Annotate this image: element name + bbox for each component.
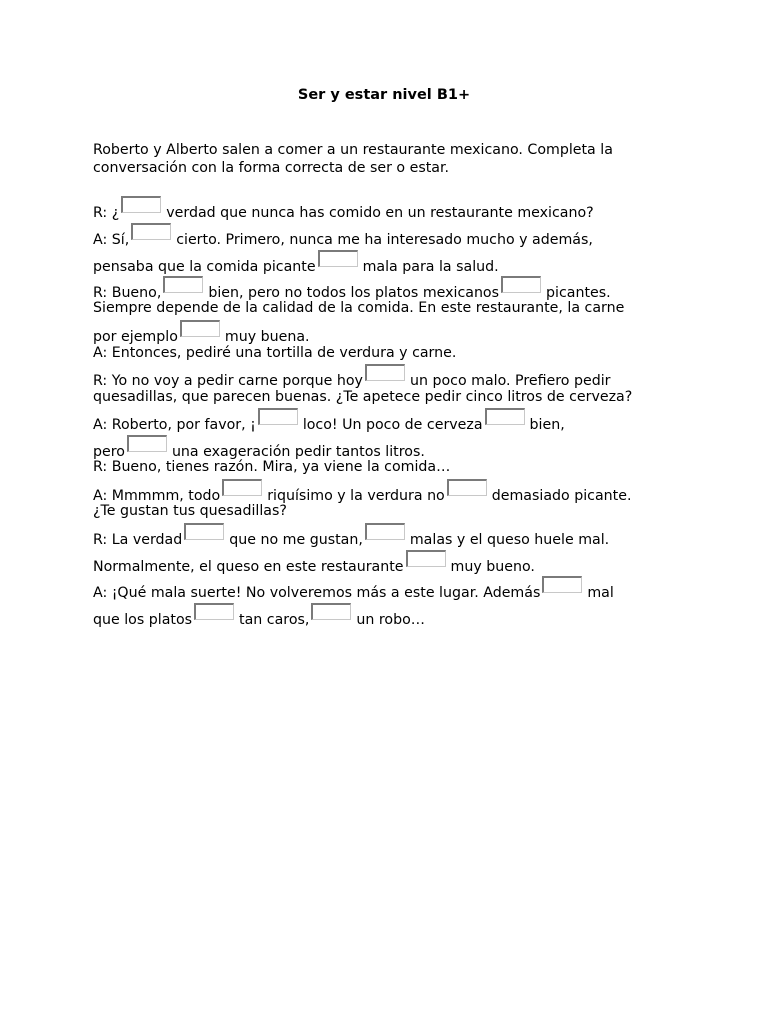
- dialogue-text: un robo…: [356, 612, 425, 628]
- dialogue-text: demasiado picante.: [491, 488, 632, 504]
- dialogue-text: bien, pero no todos los platos mexicanos: [208, 285, 500, 301]
- dialogue-text: pensaba que la comida picante: [93, 259, 316, 275]
- dialogue-text: picantes.: [546, 285, 611, 301]
- dialogue-text: una exageración pedir tantos litros.: [171, 444, 425, 460]
- dialogue-line: [93, 326, 310, 344]
- dialogue-text: ¿Te gustan tus quesadillas?: [93, 503, 287, 519]
- dialogue-text: R: ¿: [93, 205, 120, 221]
- dialogue-text: Siempre depende de la calidad de la comida. En este restaurante, la carne: [93, 300, 625, 316]
- dialogue-text: muy buena.: [224, 329, 310, 345]
- dialogue-text: mala para la salud.: [362, 259, 499, 275]
- dialogue-line: [93, 256, 499, 274]
- dialogue-line: [93, 582, 614, 600]
- answer-gap-5[interactable]: [501, 276, 541, 293]
- dialogue-text: malas y el queso huele mal.: [409, 532, 610, 548]
- answer-gap-11[interactable]: [222, 479, 262, 496]
- dialogue-text: loco! Un poco de cerveza: [302, 417, 483, 433]
- answer-gap-4[interactable]: [163, 276, 203, 293]
- instructions-line: conversación con la forma correcta de ser o estar.: [93, 160, 450, 176]
- answer-gap-13[interactable]: [184, 523, 224, 540]
- dialogue-text: A: Mmmmm, todo: [93, 488, 221, 504]
- dialogue-text: cierto. Primero, nunca me ha interesado mucho y además,: [176, 232, 593, 248]
- dialogue-text: mal: [587, 585, 614, 601]
- answer-gap-18[interactable]: [311, 603, 351, 620]
- answer-gap-16[interactable]: [542, 576, 582, 593]
- dialogue-text: A: Roberto, por favor, ¡: [93, 417, 256, 433]
- answer-gap-6[interactable]: [180, 320, 220, 337]
- dialogue-line: [93, 344, 456, 362]
- answer-gap-1[interactable]: [121, 196, 161, 213]
- dialogue-text: bien,: [529, 417, 565, 433]
- dialogue-text: que no me gustan,: [229, 532, 363, 548]
- dialogue-text: que los platos: [93, 612, 193, 628]
- dialogue-line: [93, 388, 632, 406]
- document-title: Ser y estar nivel B1+: [297, 87, 471, 103]
- answer-gap-15[interactable]: [406, 550, 446, 567]
- dialogue-line: [93, 229, 593, 247]
- answer-gap-2[interactable]: [131, 223, 171, 240]
- answer-gap-14[interactable]: [365, 523, 405, 540]
- dialogue-line: [93, 299, 624, 317]
- dialogue-text: A: Entonces, pediré una tortilla de verdura y carne.: [93, 345, 457, 361]
- answer-gap-12[interactable]: [447, 479, 487, 496]
- dialogue-line: [93, 458, 450, 476]
- dialogue-text: R: Bueno,: [93, 285, 162, 301]
- dialogue-text: R: La verdad: [93, 532, 183, 548]
- dialogue-text: A: ¡Qué mala suerte! No volveremos más a este lugar. Además: [93, 585, 541, 601]
- answer-gap-7[interactable]: [365, 364, 405, 381]
- answer-gap-8[interactable]: [258, 408, 298, 425]
- dialogue-text: pero: [93, 444, 125, 460]
- instructions: [93, 141, 683, 177]
- dialogue-line: [93, 202, 594, 220]
- dialogue-text: verdad que nunca has comido en un restaurante mexicano?: [166, 205, 594, 221]
- dialogue-line: [93, 556, 535, 574]
- dialogue-line: [93, 441, 425, 459]
- answer-gap-3[interactable]: [318, 250, 358, 267]
- dialogue-text: R: Yo no voy a pedir carne porque hoy: [93, 373, 363, 389]
- dialogue-line: [93, 529, 609, 547]
- answer-gap-10[interactable]: [127, 435, 167, 452]
- answer-gap-9[interactable]: [485, 408, 525, 425]
- dialogue-text: A: Sí,: [93, 232, 130, 248]
- instructions-line: Roberto y Alberto salen a comer a un restaurante mexicano. Completa la: [93, 142, 613, 158]
- dialogue-line: [93, 502, 287, 520]
- dialogue-line: [93, 370, 611, 388]
- dialogue-text: Normalmente, el queso en este restaurante: [93, 559, 404, 575]
- dialogue-line: [93, 485, 631, 503]
- dialogue-text: muy bueno.: [450, 559, 535, 575]
- dialogue-text: R: Bueno, tienes razón. Mira, ya viene la comida…: [93, 459, 451, 475]
- dialogue-text: quesadillas, que parecen buenas. ¿Te apetece pedir cinco litros de cerveza?: [93, 389, 633, 405]
- dialogue-text: por ejemplo: [93, 329, 178, 345]
- dialogue-text: un poco malo. Prefiero pedir: [409, 373, 611, 389]
- dialogue-text: tan caros,: [239, 612, 310, 628]
- dialogue-line: [93, 282, 611, 300]
- dialogue-text: riquísimo y la verdura no: [267, 488, 445, 504]
- answer-gap-17[interactable]: [194, 603, 234, 620]
- dialogue-line: [93, 609, 425, 627]
- dialogue-line: [93, 414, 565, 432]
